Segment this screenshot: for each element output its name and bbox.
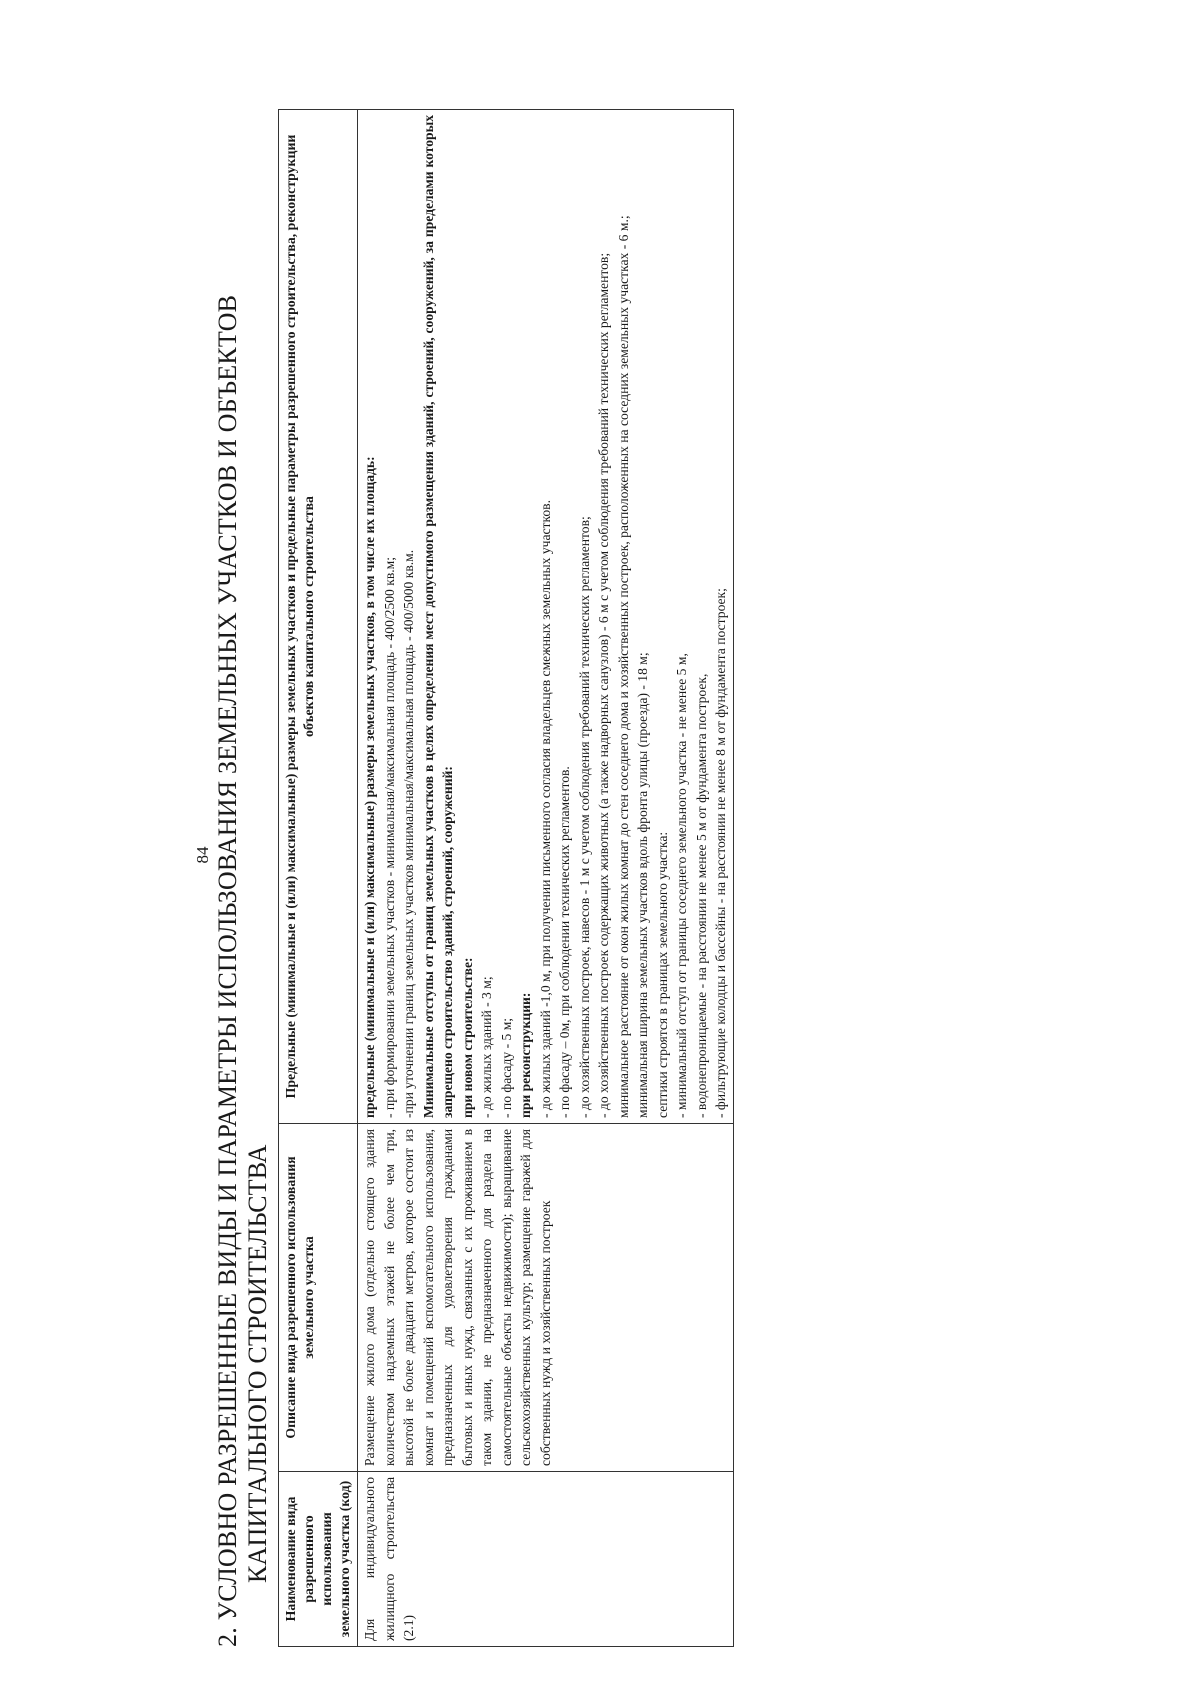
param-line: - минимальный отступ от границы соседнего земельного участка - не менее 5 м, [674, 653, 689, 1118]
param-line: минимальная ширина земельных участков вдоль фронта улицы (проезда) - 18 м; [635, 652, 650, 1118]
table-row [358, 110, 734, 1647]
param-line: - по фасаду – 0м, при соблюдении технических регламентов. [557, 766, 572, 1118]
param-line: септики строятся в границах земельного участка: [654, 831, 670, 1118]
param-line: - фильтрующие колодцы и бассейны - на расстоянии не менее 8 м от фундамента построек; [713, 588, 728, 1118]
cell-use-description: Размещение жилого дома (отдельно стоящего здания количеством надземных этажей не более чем три, высотой не более двадцати метров, которое состоит из комнат и помещений вспомогательного использования, предназначенных для удовлетворения гражданами бытовых и иных нужд, связанных с их проживанием в таком здании, не предназначенного для раздела на самостоятельные объекты недвижимости); выращивание сельскохозяйственных культур; размещение гаражей для собственных нужд и хозяйственных построек [358, 1124, 734, 1472]
param-line: при новом строительстве: [459, 957, 475, 1118]
land-use-table [278, 109, 734, 1647]
cell-limit-parameters [358, 110, 734, 1124]
param-line: Минимальные отступы от границ земельных участков в целях определения мест допустимого размещения зданий, строений, сооружений, за пределами которых запрещено строительство зданий, строений, сооружений: [420, 115, 455, 1118]
param-line: - по фасаду - 5 м; [498, 1017, 514, 1118]
param-line: при реконструкции: [518, 992, 533, 1118]
param-line: - водонепроницаемые - на расстоянии не менее 5 м от фундамента построек, [693, 673, 709, 1118]
param-line: -при уточнении границ земельных участков минимальная/максимальная площадь - 400/5000 кв.м. [401, 549, 416, 1118]
param-line: минимальное расстояние от окон жилых комнат до стен соседнего дома и хозяйственных построек, расположенных на соседних земельных участках - 6 м.; [615, 215, 631, 1118]
rotated-page [35, 45, 1155, 1665]
param-line: - до жилых зданий -1,0 м, при получении письменного согласия владельцев смежных земельных участков. [537, 499, 553, 1118]
param-line: - до жилых зданий - 3 м; [479, 976, 494, 1118]
param-line: - при формировании земельных участков - минимальная/максимальная площадь - 400/2500 кв.м; [381, 556, 397, 1118]
section-title [213, 87, 273, 1647]
page-number: 84 [193, 846, 212, 864]
section-title-line2: КАПИТАЛЬНОГО СТРОИТЕЛЬСТВА [243, 1144, 272, 1583]
header-limit-parameters: Предельные (минимальные и (или) максимальные) размеры земельных участков и предельные параметры разрешенного строительства, реконструкции объектов капитального строительства [279, 110, 358, 1124]
param-line: предельные (минимальные и (или) максимальные) размеры земельных участков, в том числе их площадь: [362, 456, 377, 1118]
cell-use-name: Для индивидуального жилищного строительства (2.1) [358, 1472, 734, 1647]
table-header-row [279, 110, 358, 1647]
section-title-line1: 2. УСЛОВНО РАЗРЕШЕННЫЕ ВИДЫ И ПАРАМЕТРЫ ИСПОЛЬЗОВАНИЯ ЗЕМЕЛЬНЫХ УЧАСТКОВ И ОБЪЕКТОВ [213, 294, 242, 1647]
param-line: - до хозяйственных построек содержащих животных (а также надворных санузлов) - 6 м с учетом соблюдения требований технических регламентов; [596, 252, 611, 1118]
header-use-name: Наименование вида разрешенного использования земельного участка (код) [279, 1472, 358, 1647]
param-line: - до хозяйственных построек, навесов - 1 м с учетом соблюдения требований технических регламентов; [576, 516, 592, 1118]
header-use-description: Описание вида разрешенного использования земельного участка [279, 1124, 358, 1472]
